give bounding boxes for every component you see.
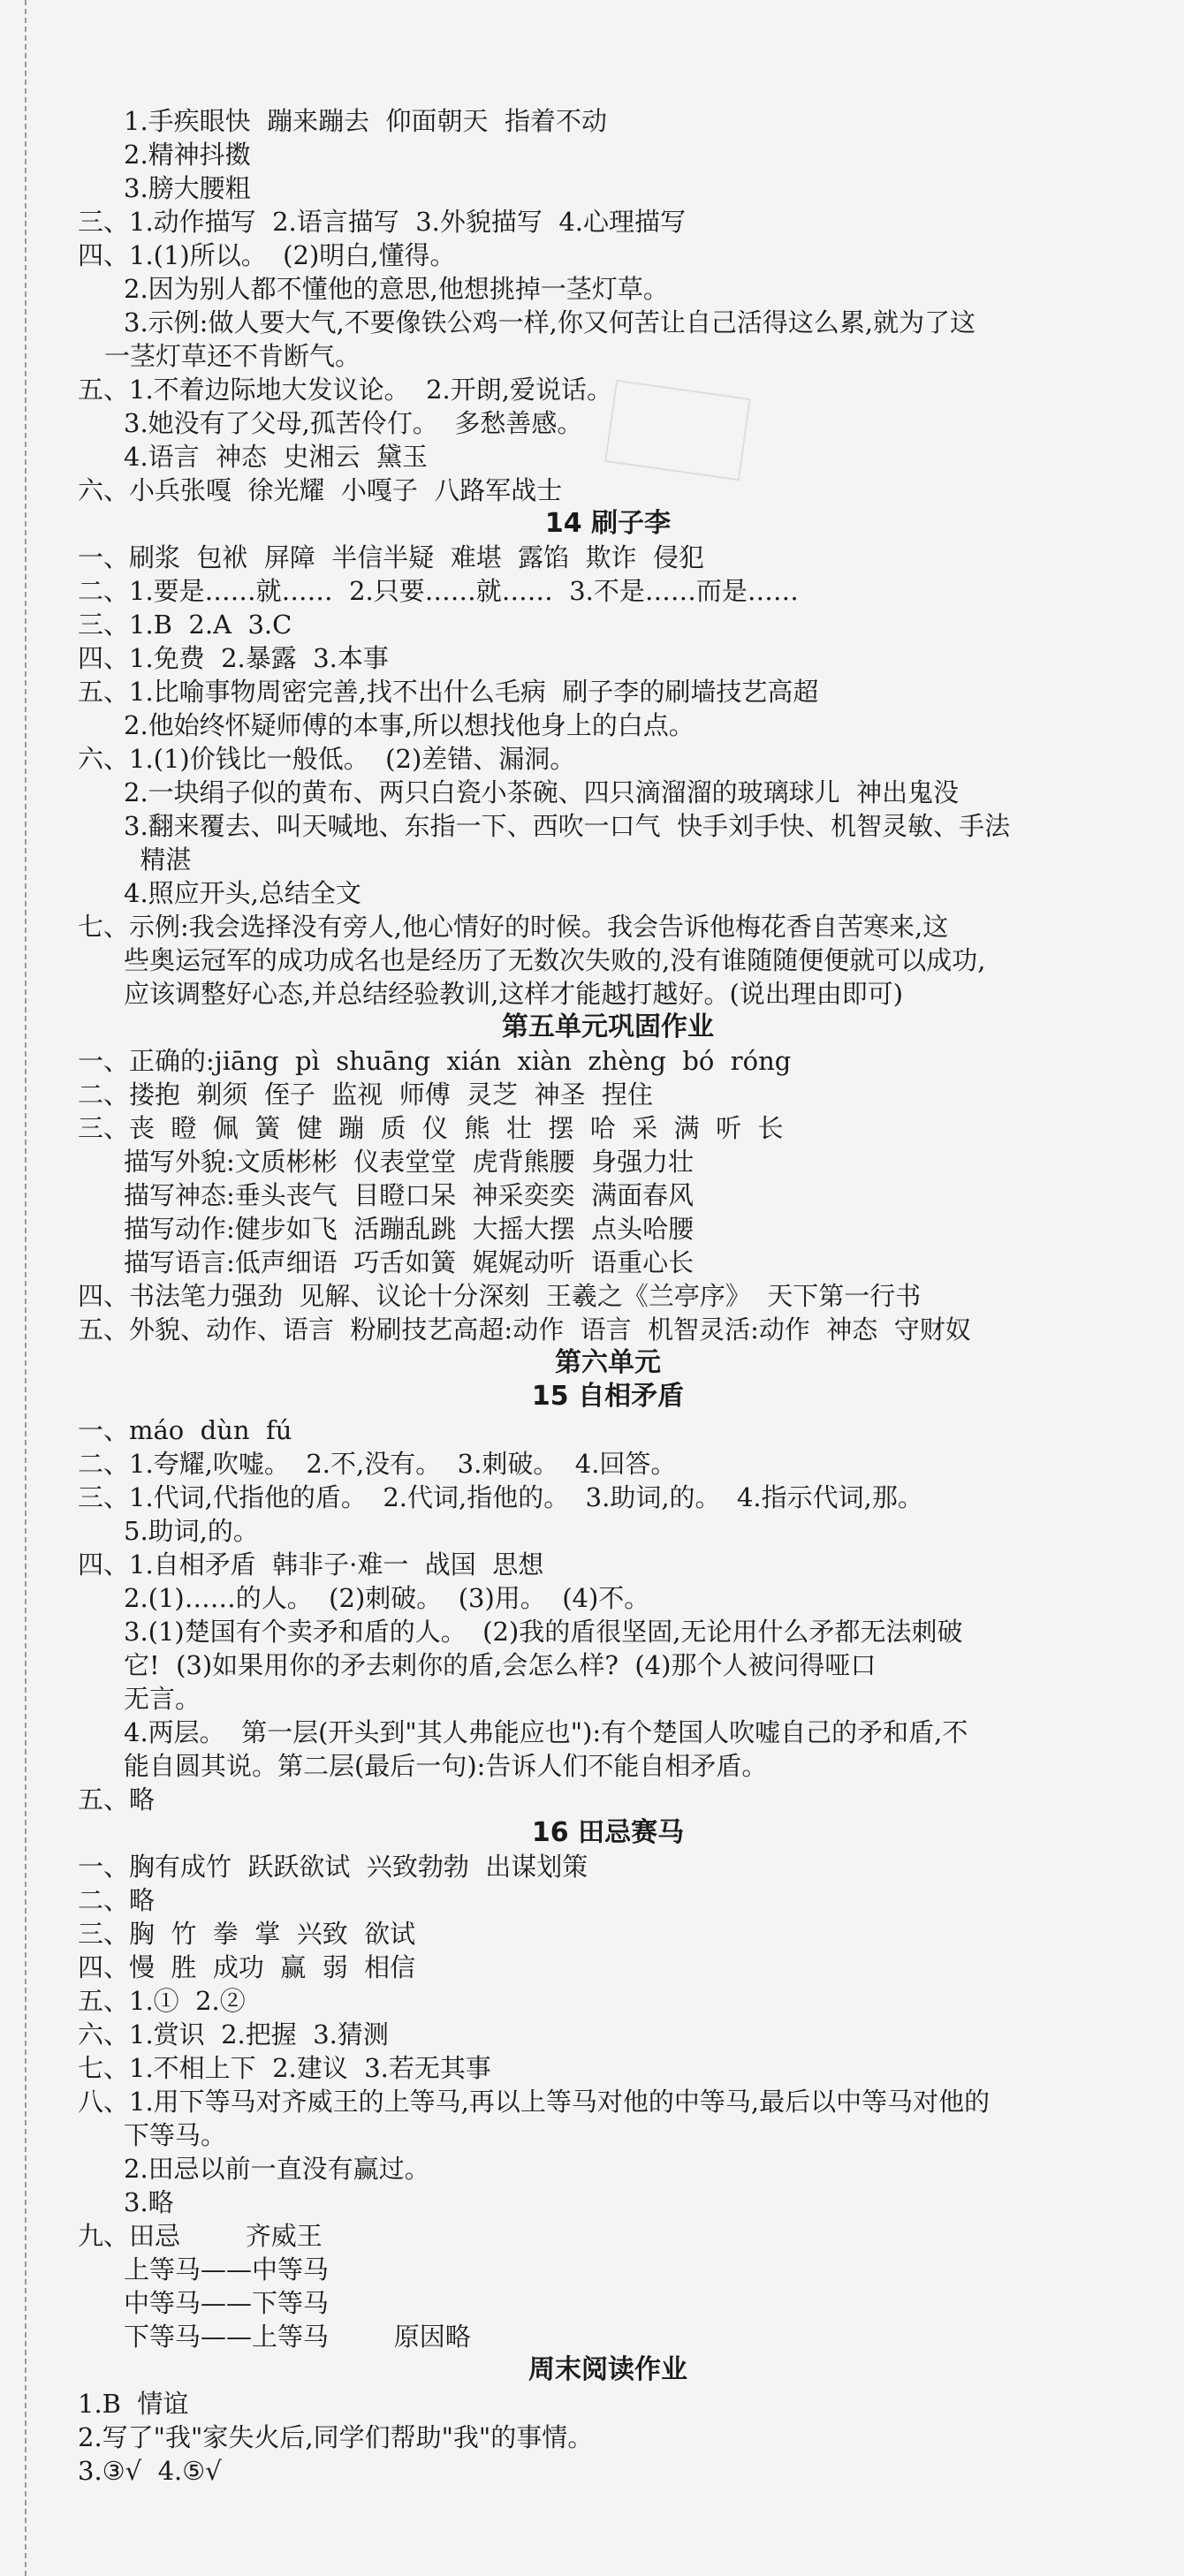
answer-line: 三、1.代词,代指他的盾。 2.代词,指他的。 3.助词,的。 4.指示代词,那。 <box>78 1482 923 1512</box>
answer-line: 4.两层。 第一层(开头到"其人弗能应也"):有个楚国人吹嘘自己的矛和盾,不 <box>124 1717 968 1747</box>
answer-line: 2.写了"我"家失火后,同学们帮助"我"的事情。 <box>78 2422 594 2452</box>
answer-line: 二、略 <box>78 1885 156 1915</box>
answer-line: 描写语言:低声细语 巧舌如簧 娓娓动听 语重心长 <box>124 1247 694 1277</box>
answer-line: 3.(1)楚国有个卖矛和盾的人。 (2)我的盾很坚固,无论用什么矛都无法刺破 <box>124 1617 963 1647</box>
answer-line: 一茎灯草还不肯断气。 <box>104 341 361 371</box>
answer-line: 五、外貌、动作、语言 粉刷技艺高超:动作 语言 机智灵活:动作 神态 守财奴 <box>78 1315 971 1345</box>
answer-line: 2.因为别人都不懂他的意思,他想挑掉一茎灯草。 <box>124 274 669 304</box>
answer-line: 一、正确的:jiāng pì shuāng xián xiàn zhèng bó róng <box>78 1046 792 1076</box>
answer-line: 三、1.动作描写 2.语言描写 3.外貌描写 4.心理描写 <box>78 207 686 237</box>
answer-line: 1.手疾眼快 蹦来蹦去 仰面朝天 指着不动 <box>124 106 607 136</box>
answer-line: 3.膀大腰粗 <box>124 173 251 203</box>
answer-line: 描写动作:健步如飞 活蹦乱跳 大摇大摆 点头哈腰 <box>124 1214 694 1244</box>
answer-line: 五、1.不着边际地大发议论。 2.开朗,爱说话。 <box>78 375 612 405</box>
answer-line: 描写外貌:文质彬彬 仪表堂堂 虎背熊腰 身强力壮 <box>124 1147 694 1177</box>
answer-line: 能自圆其说。第二层(最后一句):告诉人们不能自相矛盾。 <box>124 1751 768 1781</box>
answer-line: 九、田忌 齐威王 <box>78 2221 323 2251</box>
answer-line: 上等马——中等马 <box>124 2254 330 2284</box>
answer-line: 下等马。 <box>124 2120 227 2150</box>
answer-line: 一、胸有成竹 跃跃欲试 兴致勃勃 出谋划策 <box>78 1852 588 1882</box>
answer-line: 3.③√ 4.⑤√ <box>78 2456 222 2486</box>
answer-line: 一、máo dùn fú <box>78 1415 292 1445</box>
answer-line: 精湛 <box>124 845 192 875</box>
answer-line: 无言。 <box>124 1684 201 1714</box>
answer-line: 四、1.(1)所以。 (2)明白,懂得。 <box>78 240 456 270</box>
answer-line: 五、1.① 2.② <box>78 1986 246 2016</box>
answer-line: 3.示例:做人要大气,不要像铁公鸡一样,你又何苦让自己活得这么累,就为了这 <box>124 307 976 337</box>
answer-line: 七、示例:我会选择没有旁人,他心情好的时候。我会告诉他梅花香自苦寒来,这 <box>78 912 949 942</box>
answer-line: 3.她没有了父母,孤苦伶仃。 多愁善感。 <box>124 408 583 438</box>
answer-line: 1.B 情谊 <box>78 2389 189 2419</box>
answer-line: 四、慢 胜 成功 赢 弱 相信 <box>78 1952 416 1982</box>
answer-line: 应该调整好心态,并总结经验教训,这样才能越打越好。(说出理由即可) <box>124 979 904 1009</box>
answer-line: 它! (3)如果用你的矛去刺你的盾,会怎么样? (4)那个人被问得哑口 <box>124 1650 877 1680</box>
answer-line: 六、1.(1)价钱比一般低。 (2)差错、漏洞。 <box>78 744 576 774</box>
answer-line: 三、胸 竹 拳 掌 兴致 欲试 <box>78 1919 416 1949</box>
section-title: 15 自相矛盾 <box>531 1381 685 1412</box>
section-title: 第五单元巩固作业 <box>502 1011 714 1042</box>
answer-line: 4.照应开头,总结全文 <box>124 878 361 908</box>
answer-line: 五、1.比喻事物周密完善,找不出什么毛病 刷子李的刷墙技艺高超 <box>78 677 819 707</box>
answer-line: 2.(1)……的人。 (2)刺破。 (3)用。 (4)不。 <box>124 1583 650 1613</box>
answer-line: 四、书法笔力强劲 见解、议论十分深刻 王羲之《兰亭序》 天下第一行书 <box>78 1281 922 1311</box>
answer-line: 2.他始终怀疑师傅的本事,所以想找他身上的白点。 <box>124 710 694 740</box>
answer-line: 六、小兵张嘎 徐光耀 小嘎子 八路军战士 <box>78 475 563 505</box>
answer-line: 四、1.自相矛盾 韩非子·难一 战国 思想 <box>78 1549 544 1580</box>
answer-line: 描写神态:垂头丧气 目瞪口呆 神采奕奕 满面春风 <box>124 1180 694 1210</box>
answer-line: 七、1.不相上下 2.建议 3.若无其事 <box>78 2053 491 2083</box>
answer-line: 5.助词,的。 <box>124 1516 259 1546</box>
answer-line: 五、略 <box>78 1784 156 1815</box>
answer-line: 4.语言 神态 史湘云 黛玉 <box>124 442 428 472</box>
binding-edge <box>25 0 27 2576</box>
section-title: 第六单元 <box>555 1347 661 1378</box>
answer-line: 2.精神抖擞 <box>124 140 251 170</box>
answer-key-page <box>78 104 1138 2488</box>
answer-line: 下等马——上等马 原因略 <box>124 2322 471 2352</box>
answer-line: 八、1.用下等马对齐威王的上等马,再以上等马对他的中等马,最后以中等马对他的 <box>78 2087 990 2117</box>
answer-line: 二、1.要是……就…… 2.只要……就…… 3.不是……而是…… <box>78 576 799 606</box>
answer-line: 二、1.夸耀,吹嘘。 2.不,没有。 3.刺破。 4.回答。 <box>78 1449 677 1479</box>
answer-line: 3.略 <box>124 2187 174 2217</box>
answer-line: 四、1.免费 2.暴露 3.本事 <box>78 643 389 673</box>
answer-line: 些奥运冠军的成功成名也是经历了无数次失败的,没有谁随随便便就可以成功, <box>124 945 986 975</box>
section-title: 14 刷子李 <box>544 508 672 539</box>
section-title: 周末阅读作业 <box>528 2354 687 2385</box>
answer-line: 六、1.赏识 2.把握 3.猜测 <box>78 2019 389 2049</box>
answer-line: 3.翻来覆去、叫天喊地、东指一下、西吹一口气 快手刘手快、机智灵敏、手法 <box>124 811 1011 841</box>
answer-line: 一、刷浆 包袱 屏障 半信半疑 难堪 露馅 欺诈 侵犯 <box>78 542 705 572</box>
answer-line: 中等马——下等马 <box>124 2288 330 2318</box>
answer-line: 三、丧 瞪 佩 簧 健 蹦 质 仪 熊 壮 摆 哈 采 满 听 长 <box>78 1113 784 1143</box>
answer-line: 2.一块绢子似的黄布、两只白瓷小茶碗、四只滴溜溜的玻璃球儿 神出鬼没 <box>124 777 960 807</box>
answer-line: 2.田忌以前一直没有赢过。 <box>124 2154 430 2184</box>
section-title: 16 田忌赛马 <box>531 1817 685 1848</box>
answer-line: 二、搂抱 剃须 侄子 监视 师傅 灵芝 神圣 捏住 <box>78 1080 654 1110</box>
answer-line: 三、1.B 2.A 3.C <box>78 610 292 640</box>
